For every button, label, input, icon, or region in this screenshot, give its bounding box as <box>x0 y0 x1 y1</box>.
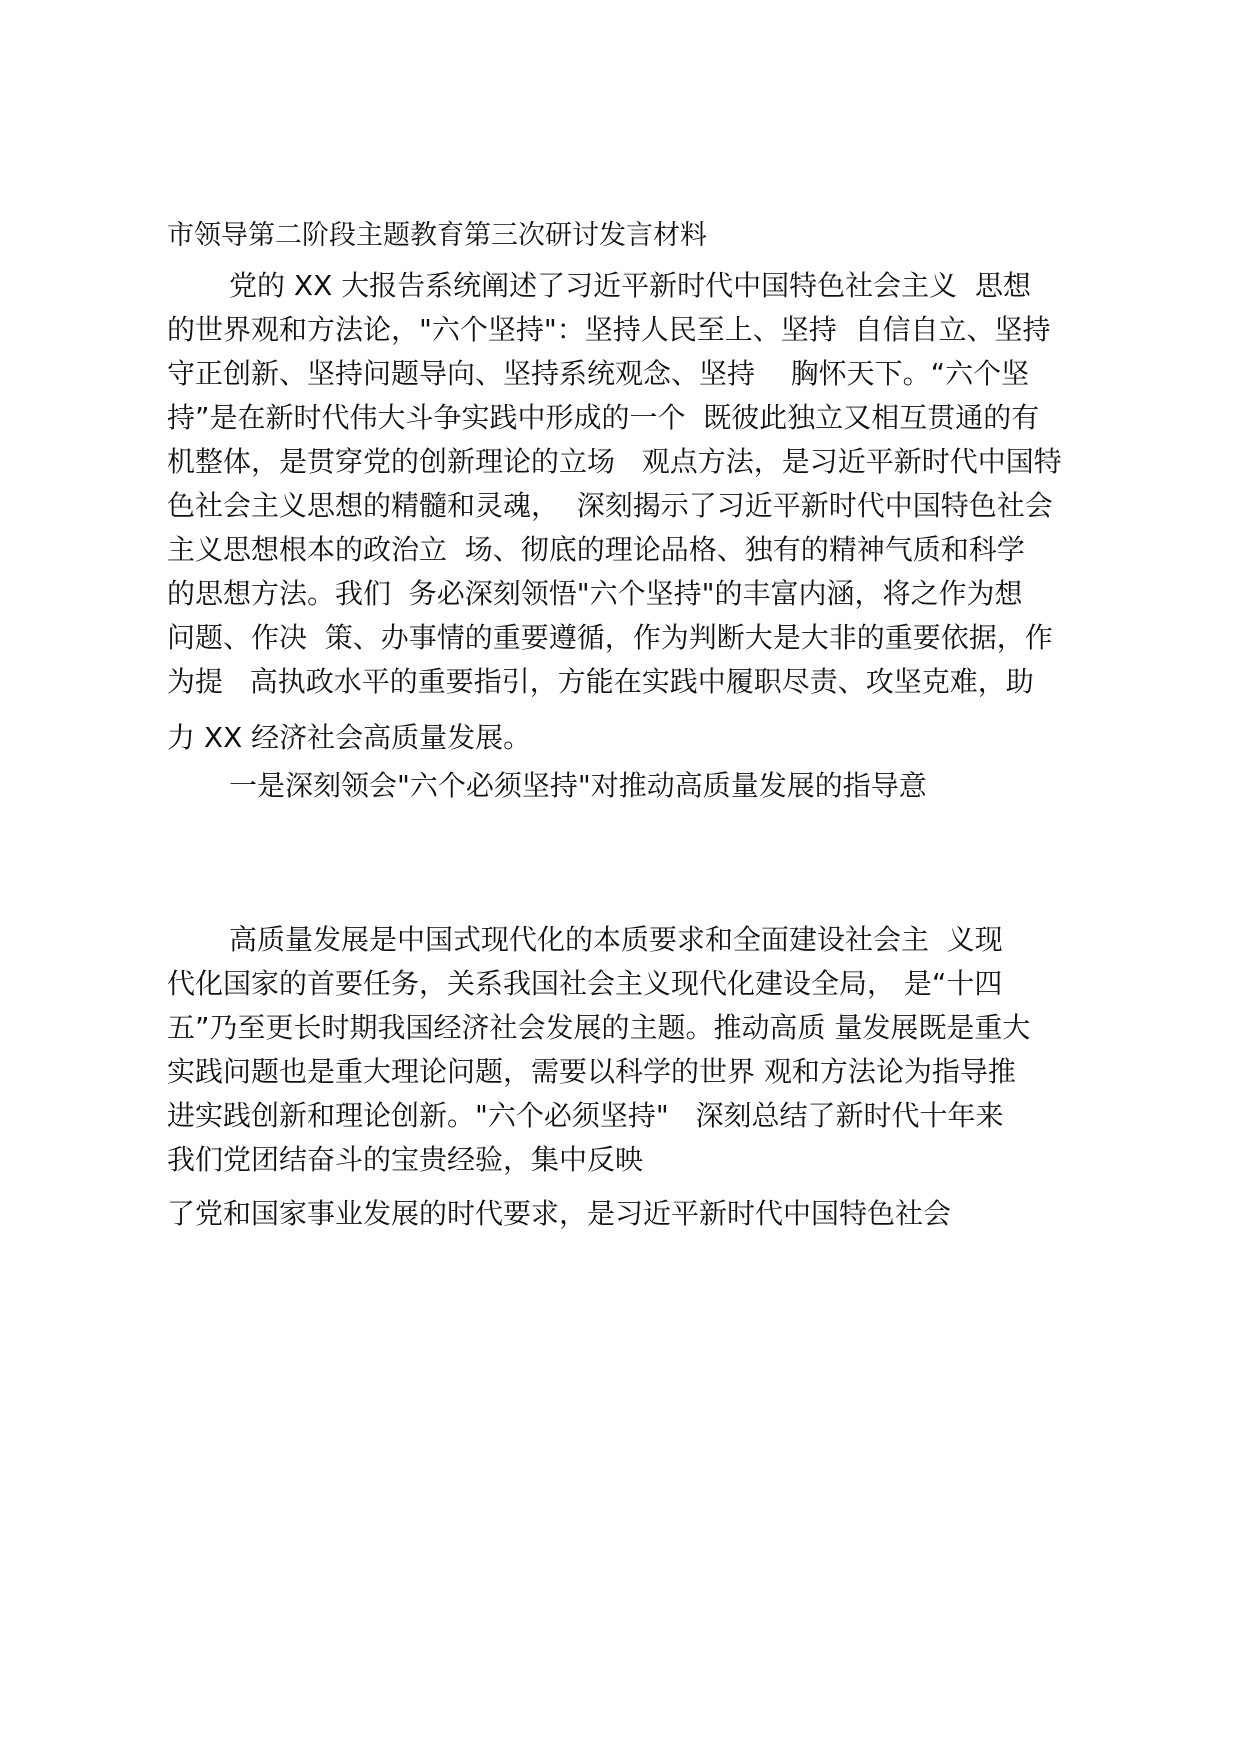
paragraph-line: 代化国家的首要任务，关系我国社会主义现代化建设全局， 是“十四 <box>167 967 1003 1000</box>
paragraph-line: 持”是在新时代伟大斗争实践中形成的一个 既彼此独立又相互贯通的有 <box>167 401 1040 434</box>
paragraph-line: 党的 XX 大报告系统阐述了习近平新时代中国特色社会主义 思想 <box>229 269 1031 302</box>
paragraph-line: 色社会主义思想的精髓和灵魂， 深刻揭示了习近平新时代中国特色社会 <box>167 489 1053 522</box>
paragraph-line: 的世界观和方法论，"六个坚持"：坚持人民至上、坚持 自信自立、坚持 <box>167 313 1051 346</box>
paragraph-line: 问题、作决 策、办事情的重要遵循，作为判断大是大非的重要依据，作 <box>167 621 1053 654</box>
paragraph-line: 我们党团结奋斗的宝贵经验，集中反映 <box>167 1143 644 1176</box>
paragraph-line: 了党和国家事业发展的时代要求，是习近平新时代中国特色社会 <box>167 1197 952 1230</box>
section-heading: 一是深刻领会"六个必须坚持"对推动高质量发展的指导意 <box>229 769 927 802</box>
document-title: 市领导第二阶段主题教育第三次研讨发言材料 <box>167 220 707 251</box>
paragraph-line: 五”乃至更长时期我国经济社会发展的主题。推动高质 量发展既是重大 <box>167 1011 1031 1044</box>
paragraph-line: 进实践创新和理论创新。"六个必须坚持" 深刻总结了新时代十年来 <box>167 1099 1004 1132</box>
paragraph-line: 高质量发展是中国式现代化的本质要求和全面建设社会主 义现 <box>229 923 1003 956</box>
paragraph-line: 力 XX 经济社会高质量发展。 <box>167 721 532 754</box>
paragraph-line: 为提 高执政水平的重要指引，方能在实践中履职尽责、攻坚克难，助 <box>167 665 1034 698</box>
paragraph-line: 主义思想根本的政治立 场、彻底的理论品格、独有的精神气质和科学 <box>167 533 1025 566</box>
paragraph-line: 机整体，是贯穿党的创新理论的立场 观点方法，是习近平新时代中国特 <box>167 445 1062 478</box>
paragraph-line: 的思想方法。我们 务必深刻领悟"六个坚持"的丰富内涵，将之作为想 <box>167 577 1023 610</box>
paragraph-line: 守正创新、坚持问题导向、坚持系统观念、坚持 胸怀天下。“六个坚 <box>167 357 1030 390</box>
paragraph-line: 实践问题也是重大理论问题，需要以科学的世界 观和方法论为指导推 <box>167 1055 1016 1088</box>
